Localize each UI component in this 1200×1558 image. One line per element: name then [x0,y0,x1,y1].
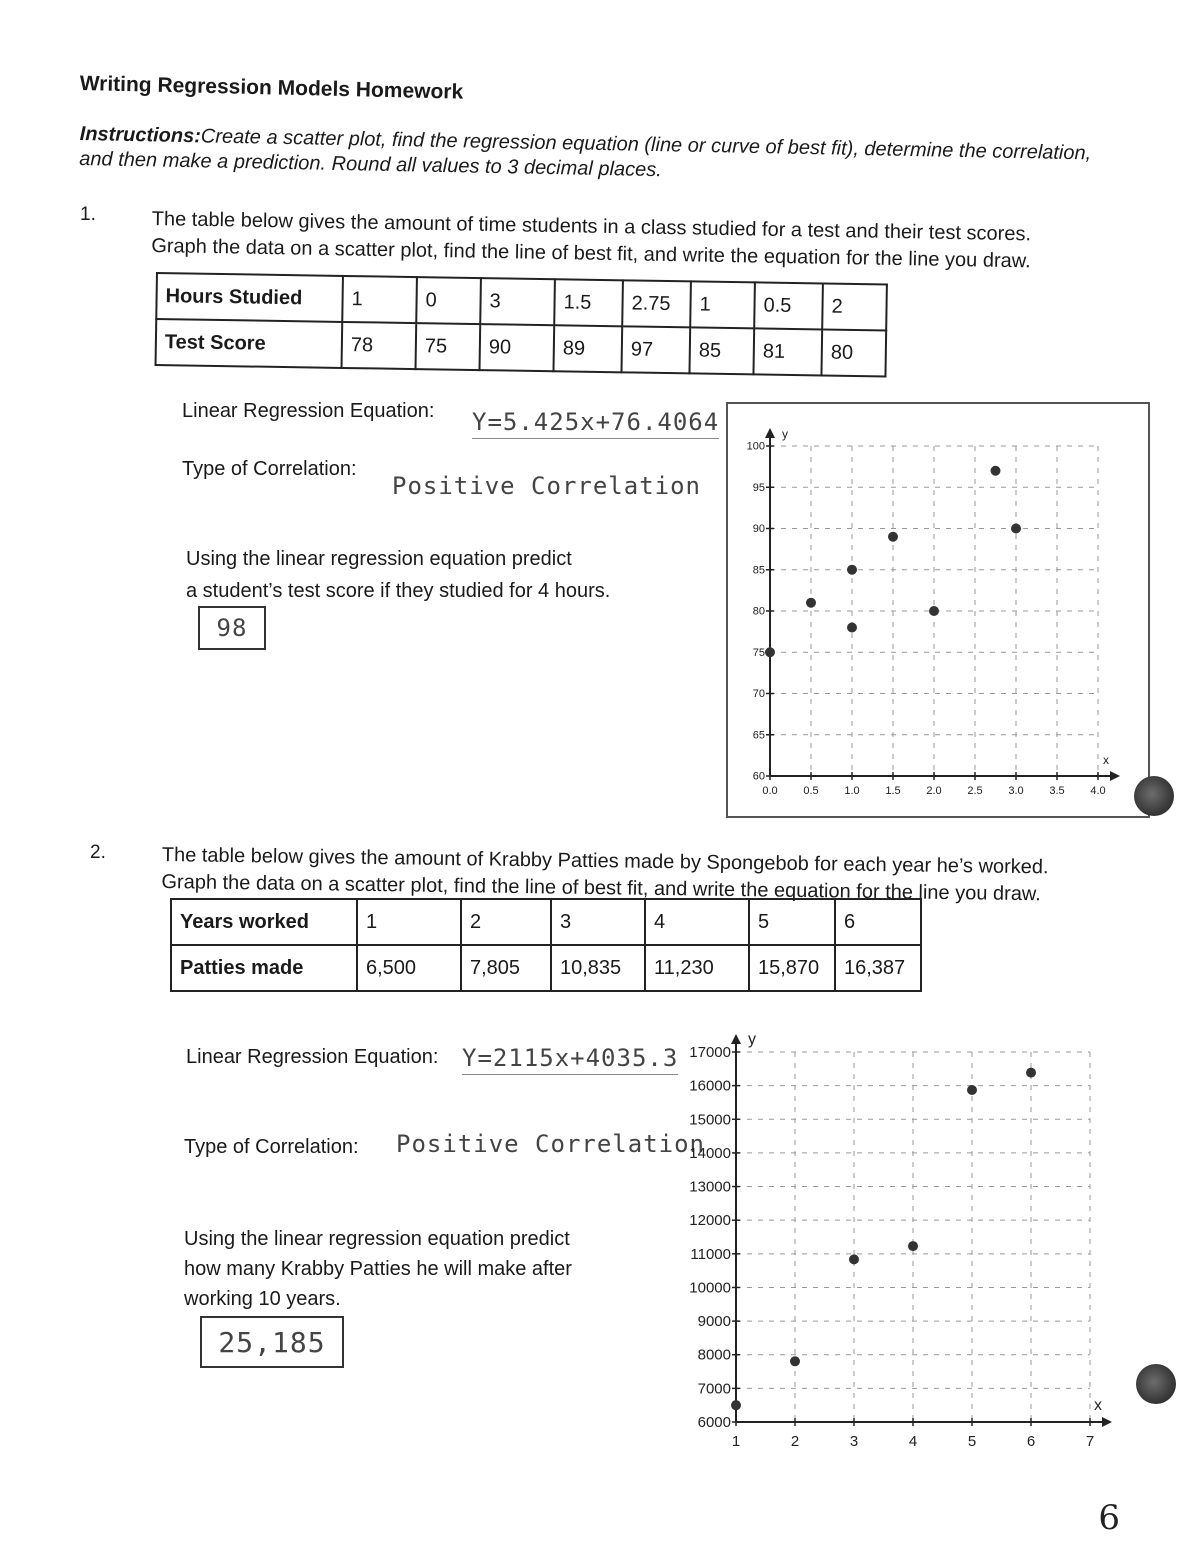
q2-equation-label: Linear Regression Equation: [186,1046,439,1068]
x-axis-arrow [1102,1417,1112,1427]
q2-prompt-line1: The table below gives the amount of Krabby Patties made by Spongebob for each year he’s worked. [161,843,1049,879]
data-point [1026,1068,1036,1078]
y-tick-label: 100 [746,440,765,453]
instructions-label: Instructions: [79,122,202,148]
table-cell: 75 [416,323,481,370]
table-cell: 1 [690,281,755,328]
q2-predict-line1: Using the linear regression equation predict [184,1228,570,1250]
q1-row1-header: Hours Studied [156,273,343,322]
q2-predict-line3: working 10 years. [184,1288,341,1310]
data-point [888,532,898,542]
y-tick-label: 14000 [689,1144,731,1162]
data-point [1011,524,1021,534]
y-tick-label: 75 [752,646,765,659]
x-tick-label: 1.0 [844,785,860,797]
q2-correlation-label: Type of Correlation: [184,1136,359,1158]
q1-equation-answer: Y=5.425x+76.4064 [472,408,719,439]
q1-prompt [151,206,1031,275]
table-row [171,945,921,991]
q1-correlation-label: Type of Correlation: [182,458,357,480]
table-cell: 89 [553,325,622,372]
page-number: 6 [1098,1498,1120,1538]
x-axis-label: x [1103,753,1109,767]
q2-predict-line2: how many Krabby Patties he will make after [184,1258,572,1280]
q1-predict-line1: Using the linear regression equation predict [186,548,572,570]
table-cell: 0.5 [754,282,823,329]
binder-hole [1134,776,1174,816]
data-point [929,606,939,616]
x-tick-label: 0.5 [803,785,819,797]
x-tick-label: 3 [849,1433,859,1450]
table-cell: 15,870 [749,945,835,991]
table-cell: 1 [342,276,417,323]
data-point [806,598,816,608]
data-point [847,565,857,575]
q1-scatter-chart [726,402,1150,818]
x-tick-label: 3.5 [1049,785,1065,797]
y-tick-label: 85 [752,564,765,577]
page-title: Writing Regression Models Homework [79,72,464,104]
x-tick-label: 0.0 [762,785,778,797]
table-row [171,899,921,945]
q2-row1-header: Years worked [171,899,357,945]
x-axis-arrow [1110,771,1120,781]
q1-row2-header: Test Score [156,319,343,368]
data-point [731,1400,741,1410]
table-cell: 7,805 [461,945,551,991]
y-axis-arrow [765,428,775,438]
y-tick-label: 80 [752,605,765,618]
q1-number: 1. [80,204,96,225]
x-tick-label: 1.5 [885,785,901,797]
q1-equation-label: Linear Regression Equation: [182,400,435,422]
y-tick-label: 10000 [689,1279,731,1297]
table-cell: 5 [749,899,835,945]
y-tick-label: 8000 [697,1346,731,1364]
data-point [908,1241,918,1251]
y-tick-label: 6000 [697,1414,731,1431]
table-cell: 2 [461,899,551,945]
table-cell: 16,387 [835,945,921,991]
x-axis-label: x [1094,1397,1102,1414]
data-point [991,466,1001,476]
x-tick-label: 2.0 [926,785,942,797]
table-cell: 2.75 [622,280,691,327]
y-axis-label: y [782,427,788,441]
x-tick-label: 5 [967,1433,977,1450]
q2-row2-header: Patties made [171,945,357,991]
table-cell: 10,835 [551,945,645,991]
table-cell: 78 [342,322,417,369]
instructions [79,122,1100,192]
q2-prompt-line2: Graph the data on a scatter plot, find the line of best fit, and write the equation for the line you draw. [161,870,1041,906]
q2-equation-answer: Y=2115x+4035.3 [462,1044,678,1075]
q1-data-table [155,272,888,377]
table-cell: 3 [551,899,645,945]
y-tick-label: 17000 [689,1044,731,1061]
q1-prompt-line1: The table below gives the amount of time students in a class studied for a test and their test scores. [151,207,1032,246]
table-cell: 90 [479,324,554,371]
x-tick-label: 2.5 [967,785,983,797]
x-tick-label: 7 [1085,1433,1095,1450]
table-cell: 3 [480,278,555,325]
y-tick-label: 90 [752,523,765,536]
q1-predict-answer: 98 [216,614,248,642]
q2-correlation-answer: Positive Correlation [396,1130,705,1158]
y-tick-label: 15000 [689,1111,731,1129]
table-cell: 81 [753,328,822,375]
q2-scatter-chart [676,1034,1130,1464]
x-tick-label: 4.0 [1090,785,1106,797]
q2-number: 2. [90,842,106,863]
y-tick-label: 9000 [697,1313,731,1331]
y-tick-label: 95 [752,481,765,494]
binder-hole [1136,1364,1176,1404]
y-tick-label: 65 [752,729,765,742]
data-point [765,647,775,657]
y-tick-label: 11000 [690,1245,731,1263]
y-tick-label: 60 [752,770,765,783]
data-point [790,1356,800,1366]
y-tick-label: 7000 [697,1380,731,1398]
table-cell: 6,500 [357,945,461,991]
q2-data-table [170,898,922,992]
instructions-text: Create a scatter plot, find the regression equation (line or curve of best fit), determine the correlation, and then make a prediction. Round all values to 3 decimal places. [79,125,1092,182]
table-cell: 0 [416,277,481,324]
table-cell: 11,230 [645,945,749,991]
q1-correlation-answer: Positive Correlation [392,472,701,500]
data-point [849,1254,859,1264]
q1-answer-box [198,606,266,650]
y-tick-label: 12000 [689,1212,731,1230]
table-cell: 6 [835,899,921,945]
x-tick-label: 1 [731,1433,741,1450]
table-cell: 4 [645,899,749,945]
x-tick-label: 3.0 [1008,785,1024,797]
table-cell: 2 [822,283,887,330]
q2-answer-box [200,1316,344,1368]
y-tick-label: 70 [752,688,765,701]
table-cell: 80 [821,329,886,376]
y-tick-label: 16000 [689,1077,731,1095]
q1-predict-line2: a student’s test score if they studied for 4 hours. [186,580,611,602]
data-point [967,1085,977,1095]
x-tick-label: 2 [790,1433,800,1450]
table-cell: 1 [357,899,461,945]
table-cell: 97 [621,326,690,373]
data-point [847,623,857,633]
table-cell: 1.5 [554,279,623,326]
x-tick-label: 4 [908,1433,918,1450]
y-axis-label: y [748,1034,756,1048]
q2-predict-answer: 25,185 [218,1325,326,1359]
x-tick-label: 6 [1026,1433,1036,1450]
y-tick-label: 13000 [689,1178,731,1196]
y-axis-arrow [731,1034,741,1044]
q1-prompt-line2: Graph the data on a scatter plot, find the line of best fit, and write the equation for the line you draw. [151,234,1031,273]
table-cell: 85 [689,327,754,374]
